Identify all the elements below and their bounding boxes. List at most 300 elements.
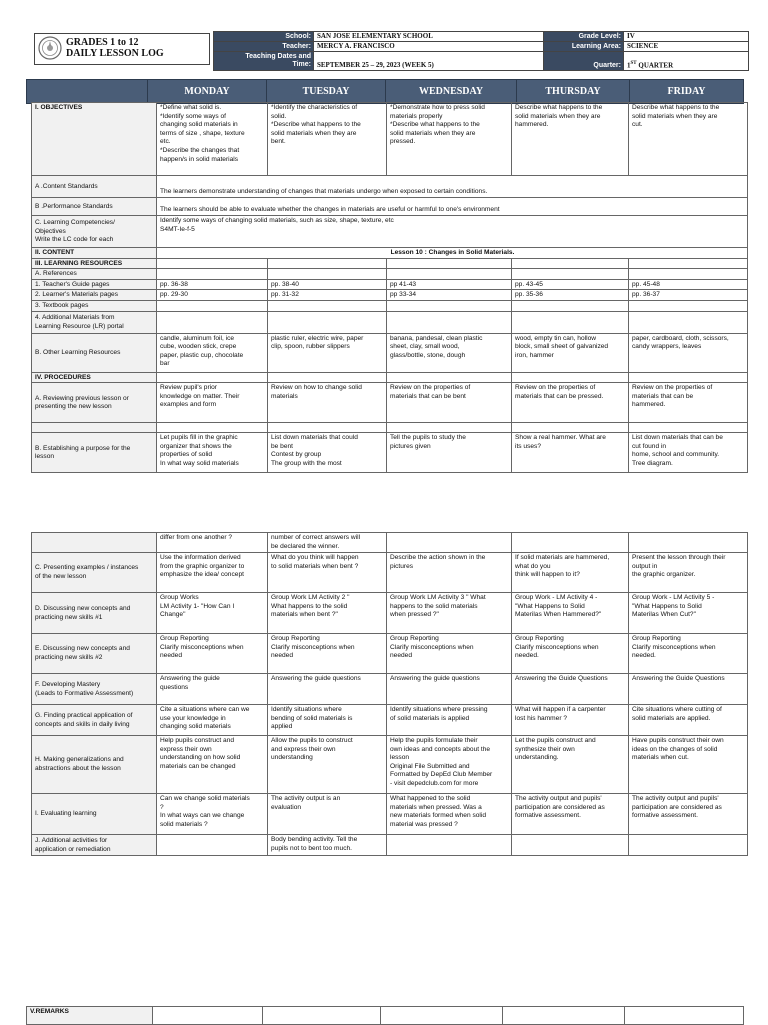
- teacher-label: Teacher:: [214, 42, 314, 52]
- text-line: C. Presenting examples / instances: [35, 564, 139, 572]
- text-line: pictures given: [390, 442, 431, 450]
- empty-cell: [32, 423, 157, 433]
- text-line: needed: [271, 652, 294, 660]
- text-line: application or remediation: [35, 845, 111, 853]
- text-line: materials when cut.: [632, 754, 689, 762]
- text-line: cube, wooden stick, crepe: [160, 343, 237, 351]
- text-line: *Demonstrate how to press solid: [390, 104, 485, 111]
- text-line: *Identify the characteristics of: [271, 104, 358, 111]
- performance-standards-label: B .Performance Standards: [32, 198, 157, 216]
- discussing1-tuesday: [268, 593, 387, 634]
- learners-materials-thursday: pp. 35-36: [512, 290, 629, 301]
- empty-cell: [153, 1007, 263, 1025]
- text-line: Help the pupils formulate their: [390, 737, 478, 744]
- text-line: etc.: [160, 138, 171, 146]
- text-line: *Identify some ways of: [160, 112, 226, 120]
- continued-thursday: [512, 533, 629, 553]
- text-line: Clarify misconceptions when: [515, 643, 599, 651]
- text-line: solid materials when they are: [390, 129, 476, 137]
- generalizations-thursday: [512, 736, 629, 794]
- text-line: participation are considered as: [632, 803, 722, 811]
- text-line: Let pupils fill in the graphic: [160, 434, 238, 442]
- application-label: [32, 705, 157, 736]
- discussing1-row: [32, 593, 748, 634]
- text-line: B. Establishing a purpose for the: [35, 444, 131, 452]
- empty-cell: [629, 300, 748, 311]
- content-row: [32, 248, 748, 259]
- text-line: *Describe what happens to the: [390, 121, 480, 129]
- reviewing-tuesday: [268, 383, 387, 423]
- text-line: What happened to the solid: [390, 795, 471, 802]
- text-line: changing solid materials: [160, 723, 231, 731]
- text-line: materials that can be: [632, 392, 694, 400]
- text-line: concepts and skills in daily living: [35, 720, 130, 728]
- additional-tuesday: [268, 835, 387, 856]
- text-line: needed.: [515, 652, 539, 660]
- text-line: Answering the Guide Questions: [632, 675, 725, 682]
- text-line: number of correct answers will: [271, 534, 361, 541]
- text-line: - visit depedclub.com for more: [390, 779, 479, 787]
- text-line: happen/s in solid materials: [160, 155, 239, 163]
- text-line: Group Works: [160, 594, 199, 601]
- text-line: bent.: [271, 138, 286, 146]
- text-line: What happens to the solid: [271, 602, 348, 610]
- text-line: happens to the solid materials: [390, 602, 478, 610]
- text-line: LM Activity 1- "How Can I: [160, 602, 235, 610]
- empty-cell: [268, 269, 387, 280]
- discussing2-thursday: [512, 634, 629, 674]
- discussing2-friday: [629, 634, 748, 674]
- text-line: The activity output and pupils': [632, 795, 719, 802]
- teachers-guide-thursday: pp. 43-45: [512, 279, 629, 290]
- title-line1: GRADES 1 to 12: [66, 37, 139, 48]
- text-line: G. Finding practical application of: [35, 711, 133, 719]
- text-line: Formatted by DepEd Club Member: [390, 771, 493, 779]
- title-line2: DAILY LESSON LOG: [66, 48, 164, 59]
- text-line: Tree diagram.: [632, 459, 673, 467]
- empty-cell: [625, 1007, 744, 1025]
- text-line: D. Discussing new concepts and: [35, 604, 131, 612]
- empty-cell: [512, 372, 629, 383]
- teachers-guide-label: 1. Teacher's Guide pages: [32, 279, 157, 290]
- text-line: new materials formed when solid: [390, 812, 487, 820]
- application-thursday: [512, 705, 629, 736]
- text-line: own ideas and concepts about the: [390, 745, 491, 753]
- area-value: SCIENCE: [624, 42, 749, 52]
- purpose-friday: [629, 433, 748, 473]
- generalizations-monday: [157, 736, 268, 794]
- text-line: Review on how to change solid: [271, 384, 362, 392]
- additional-thursday: [512, 835, 629, 856]
- learning-resources-row: [32, 258, 748, 269]
- text-line: emphasize the idea/ concept: [160, 571, 244, 579]
- text-line: practicing new skills #2: [35, 654, 103, 661]
- learners-materials-row: [32, 290, 748, 301]
- area-label: Learning Area:: [544, 42, 624, 52]
- discussing1-thursday: [512, 593, 629, 634]
- text-line: The group with the most: [271, 459, 342, 467]
- text-line: from the graphic organizer to: [160, 562, 245, 570]
- continued-friday: [629, 533, 748, 553]
- reviewing-friday: [629, 383, 748, 423]
- text-line: Identify situations where pressing: [390, 706, 488, 713]
- deped-seal-icon: [38, 36, 62, 60]
- discussing2-row: [32, 634, 748, 674]
- text-line: the graphic organizer.: [632, 571, 696, 579]
- text-line: synthesize their own: [515, 745, 575, 753]
- text-line: evaluation: [271, 803, 302, 811]
- text-line: solid materials are applied.: [632, 714, 711, 722]
- text-line: List down materials that can be: [632, 434, 723, 442]
- text-line: materials when pressed. Was a: [390, 803, 482, 811]
- discussing2-tuesday: [268, 634, 387, 674]
- text-line: Group Work - LM Activity 5 -: [632, 594, 715, 601]
- competencies-label: [32, 216, 157, 248]
- day-thursday: THURSDAY: [517, 80, 630, 104]
- text-line: Have pupils construct their own: [632, 737, 724, 744]
- content-standards-label: A .Content Standards: [32, 176, 157, 198]
- text-line: home, school and community.: [632, 451, 720, 459]
- teachers-guide-row: [32, 279, 748, 290]
- text-line: presenting the new lesson: [35, 403, 112, 411]
- text-line: Original File Submitted and: [390, 762, 470, 770]
- empty-cell: [387, 311, 512, 333]
- text-line: Answering the Guide Questions: [515, 675, 608, 682]
- presenting-label: [32, 553, 157, 593]
- text-line: clip, spoon, rubber slippers: [271, 343, 350, 351]
- continued-monday: [157, 533, 268, 553]
- content-label: II. CONTENT: [32, 248, 157, 259]
- day-header-blank: [27, 80, 148, 104]
- text-line: of the new lesson: [35, 573, 87, 580]
- text-line: "What Happens to Solid: [632, 602, 702, 610]
- text-line: Show a real hammer. What are: [515, 434, 606, 442]
- text-line: understanding on how solid: [160, 754, 241, 762]
- other-resources-label: B. Other Learning Resources: [32, 333, 157, 372]
- objectives-wednesday: [387, 103, 512, 176]
- evaluating-label: I. Evaluating learning: [32, 794, 157, 835]
- objectives-monday: [157, 103, 268, 176]
- empty-cell: [157, 300, 268, 311]
- day-header-row: [26, 79, 744, 104]
- empty-cell: [157, 372, 268, 383]
- remarks-table: [26, 1006, 744, 1025]
- application-friday: [629, 705, 748, 736]
- application-wednesday: [387, 705, 512, 736]
- empty-cell: [32, 533, 157, 553]
- additional-row: [32, 835, 748, 856]
- grade-label: Grade Level:: [544, 32, 624, 42]
- text-line: In what ways can we change: [160, 812, 245, 820]
- learners-materials-tuesday: pp. 31-32: [268, 290, 387, 301]
- text-line: questions: [160, 683, 189, 691]
- remarks-row: [27, 1007, 744, 1025]
- procedures-label: IV. PROCEDURES: [32, 372, 157, 383]
- text-line: Tell the pupils to study the: [390, 434, 466, 442]
- competencies-row: [32, 216, 748, 248]
- mastery-friday: [629, 674, 748, 705]
- text-line: S4MT-Ie-f-5: [160, 225, 195, 233]
- competencies-text: [157, 216, 748, 248]
- additional-monday: [157, 835, 268, 856]
- dates-label: Teaching Dates and Time:: [214, 52, 314, 71]
- presenting-thursday: [512, 553, 629, 593]
- text-line: Use the information derived: [160, 554, 241, 561]
- empty-cell: [629, 269, 748, 280]
- text-line: solid materials ?: [160, 820, 208, 828]
- presenting-row: [32, 553, 748, 593]
- text-line: ideas on the changes of solid: [632, 745, 718, 753]
- remarks-label: V.REMARKS: [27, 1007, 153, 1025]
- objectives-tuesday: [268, 103, 387, 176]
- text-line: of solid materials is applied: [390, 714, 470, 722]
- text-line: Let the pupils construct and: [515, 737, 596, 744]
- mastery-row: [32, 674, 748, 705]
- evaluating-friday: [629, 794, 748, 835]
- reviewing-label: [32, 383, 157, 423]
- reviewing-wednesday: [387, 383, 512, 423]
- text-line: Review pupil's prior: [160, 384, 217, 392]
- text-line: Present the lesson through their: [632, 554, 726, 561]
- text-line: Group Reporting: [390, 635, 439, 642]
- text-line: "What Happens to Solid: [515, 602, 585, 610]
- text-line: Answering the guide: [160, 675, 220, 682]
- empty-cell: [629, 311, 748, 333]
- content-standards-text: The learners demonstrate understanding of changes that materials undergo when exposed to certain conditions.: [157, 176, 748, 198]
- header-title-box: [34, 33, 210, 65]
- text-line: cut found in: [632, 442, 667, 450]
- empty-cell: [157, 269, 268, 280]
- text-line: Describe what happens to the: [515, 104, 603, 111]
- text-line: Allow the pupils to construct: [271, 737, 353, 744]
- text-line: Group Reporting: [160, 635, 209, 642]
- empty-cell: [381, 1007, 503, 1025]
- textbook-label: 3. Textbook pages: [32, 300, 157, 311]
- empty-cell: [268, 258, 387, 269]
- school-value: SAN JOSE ELEMENTARY SCHOOL: [314, 32, 544, 42]
- text-line: The activity output and pupils': [515, 795, 602, 802]
- text-line: cut.: [632, 121, 643, 129]
- other-resources-monday: [157, 333, 268, 372]
- text-line: *Describe what happens to the: [271, 121, 361, 129]
- objectives-friday: [629, 103, 748, 176]
- empty-cell: [512, 258, 629, 269]
- purpose-label: [32, 433, 157, 473]
- quarter-value: 1ST QUARTER: [624, 52, 749, 71]
- text-line: think will happen to it?: [515, 571, 580, 579]
- text-line: solid.: [271, 112, 287, 120]
- text-line: properties of solid: [160, 451, 213, 459]
- text-line: participation are considered as: [515, 803, 605, 811]
- text-line: Objectives: [35, 227, 66, 235]
- text-line: be declared the winner.: [271, 542, 340, 550]
- content-standards-row: [32, 176, 748, 198]
- text-line: bar: [160, 360, 170, 368]
- teachers-guide-wednesday: pp 41-43: [387, 279, 512, 290]
- text-line: Identify situations where: [271, 706, 342, 713]
- text-line: applied: [271, 723, 293, 731]
- discussing1-label: [32, 593, 157, 634]
- text-line: pupils not to bent too much.: [271, 844, 353, 852]
- text-line: Group Work - LM Activity 4 -: [515, 594, 598, 601]
- evaluating-wednesday: [387, 794, 512, 835]
- discussing2-monday: [157, 634, 268, 674]
- objectives-row: [32, 103, 748, 176]
- other-resources-friday: [629, 333, 748, 372]
- text-line: examples and form: [160, 401, 217, 409]
- text-line: Contest by group: [271, 451, 322, 459]
- text-line: candy wrappers, leaves: [632, 343, 702, 351]
- text-line: 4. Additional Materials from: [35, 313, 115, 321]
- text-line: J. Additional activities for: [35, 836, 108, 844]
- other-resources-wednesday: [387, 333, 512, 372]
- mastery-tuesday: [268, 674, 387, 705]
- text-line: abstractions about the lesson: [35, 765, 121, 772]
- mastery-label: [32, 674, 157, 705]
- text-line: use your knowledge in: [160, 714, 226, 722]
- empty-cell: [512, 423, 629, 433]
- text-line: Review on the properties of: [515, 384, 596, 392]
- purpose-thursday: [512, 433, 629, 473]
- text-line: F. Developing Mastery: [35, 680, 101, 688]
- empty-cell: [387, 258, 512, 269]
- text-line: Can we change solid materials: [160, 795, 250, 802]
- references-row: [32, 269, 748, 280]
- text-line: Body bending activity. Tell the: [271, 836, 358, 843]
- empty-cell: [629, 258, 748, 269]
- empty-cell: [387, 300, 512, 311]
- text-line: paper, plastic cup, chocolate: [160, 351, 244, 359]
- additional-materials-label: [32, 311, 157, 333]
- text-line: Materilas When Hammered?": [515, 611, 602, 619]
- text-line: Describe the action shown in the: [390, 554, 486, 561]
- reviewing-monday: [157, 383, 268, 423]
- text-line: materials can be changed: [160, 762, 236, 770]
- text-line: materials: [271, 392, 298, 400]
- empty-cell: [387, 372, 512, 383]
- learners-materials-label: 2. Learner's Materials pages: [32, 290, 157, 301]
- generalizations-wednesday: [387, 736, 512, 794]
- text-line: The activity output is an: [271, 795, 341, 802]
- teacher-value: MERCY A. FRANCISCO: [314, 42, 544, 52]
- text-line: Materilas When Cut?": [632, 611, 696, 619]
- teachers-guide-tuesday: pp. 38-40: [268, 279, 387, 290]
- empty-cell: [629, 372, 748, 383]
- text-line: wood, empty tin can, hollow: [515, 334, 596, 342]
- school-label: School:: [214, 32, 314, 42]
- application-row: [32, 705, 748, 736]
- text-line: when pressed ?": [390, 611, 439, 619]
- text-line: terms of size , shape, texture: [160, 129, 245, 137]
- empty-cell: [512, 311, 629, 333]
- presenting-tuesday: [268, 553, 387, 593]
- text-line: what do you: [515, 562, 551, 570]
- mastery-monday: [157, 674, 268, 705]
- text-line: H. Making generalizations and: [35, 756, 124, 764]
- text-line: materials that can be pressed.: [515, 392, 604, 400]
- continued-row: [32, 533, 748, 553]
- empty-cell: [503, 1007, 625, 1025]
- generalizations-label: [32, 736, 157, 794]
- text-line: material was pressed ?: [390, 820, 458, 828]
- performance-standards-row: [32, 198, 748, 216]
- text-line: Cite situations where cutting of: [632, 706, 722, 713]
- text-line: paper, cardboard, cloth, scissors,: [632, 334, 729, 342]
- text-line: In what way solid materials: [160, 459, 239, 467]
- text-line: Group Work LM Activity 2 ": [271, 594, 350, 601]
- empty-cell: [157, 311, 268, 333]
- generalizations-row: [32, 736, 748, 794]
- objectives-thursday: [512, 103, 629, 176]
- other-resources-row: [32, 333, 748, 372]
- application-tuesday: [268, 705, 387, 736]
- discussing1-friday: [629, 593, 748, 634]
- reviewing-thursday: [512, 383, 629, 423]
- text-line: formative assessment.: [632, 812, 698, 820]
- text-line: *Define what solid is.: [160, 104, 222, 111]
- teachers-guide-monday: pp. 36-38: [157, 279, 268, 290]
- textbook-row: [32, 300, 748, 311]
- text-line: pressed.: [390, 138, 416, 146]
- empty-cell: [512, 269, 629, 280]
- text-line: Group Work LM Activity 3 " What: [390, 594, 486, 601]
- purpose-row: [32, 433, 748, 473]
- performance-standards-text: The learners should be able to evaluate whether the changes in materials are useful or harmful to one's environment: [157, 198, 748, 216]
- other-resources-tuesday: [268, 333, 387, 372]
- purpose-monday: [157, 433, 268, 473]
- text-line: materials that can be bent: [390, 392, 466, 400]
- empty-cell: [268, 311, 387, 333]
- text-line: to solid materials when bent ?: [271, 562, 359, 570]
- procedures-row: [32, 372, 748, 383]
- text-line: needed: [390, 652, 413, 660]
- generalizations-tuesday: [268, 736, 387, 794]
- evaluating-row: [32, 794, 748, 835]
- text-line: plastic ruler, electric wire, paper: [271, 334, 364, 342]
- text-line: Learning Resource (LR) portal: [35, 322, 124, 330]
- discussing2-wednesday: [387, 634, 512, 674]
- empty-cell: [268, 372, 387, 383]
- continued-tuesday: [268, 533, 387, 553]
- day-monday: MONDAY: [148, 80, 267, 104]
- text-line: lesson: [390, 754, 410, 762]
- text-line: solid materials when they are: [515, 112, 601, 120]
- generalizations-friday: [629, 736, 748, 794]
- discussing2-label: [32, 634, 157, 674]
- text-line: Cite a situations where can we: [160, 706, 250, 713]
- text-line: needed: [160, 652, 183, 660]
- text-line: What do you think will happen: [271, 554, 359, 561]
- text-line: Group Reporting: [632, 635, 681, 642]
- presenting-wednesday: [387, 553, 512, 593]
- evaluating-tuesday: [268, 794, 387, 835]
- empty-cell: [157, 258, 268, 269]
- text-line: Review on the properties of: [390, 384, 471, 392]
- mastery-thursday: [512, 674, 629, 705]
- text-line: Help pupils construct and: [160, 737, 235, 744]
- empty-cell: [268, 300, 387, 311]
- text-line: Clarify misconceptions when: [271, 643, 355, 651]
- references-label: A. References: [32, 269, 157, 280]
- additional-label: [32, 835, 157, 856]
- text-line: organizer that shows the: [160, 442, 232, 450]
- text-line: knowledge on matter. Their: [160, 392, 240, 400]
- learners-materials-wednesday: pp 33-34: [387, 290, 512, 301]
- text-line: Answering the guide questions: [271, 675, 361, 682]
- content-text: Lesson 10 : Changes in Solid Materials.: [157, 248, 748, 259]
- text-line: sheet, clay, small wood,: [390, 343, 460, 351]
- spacer-row: [32, 423, 748, 433]
